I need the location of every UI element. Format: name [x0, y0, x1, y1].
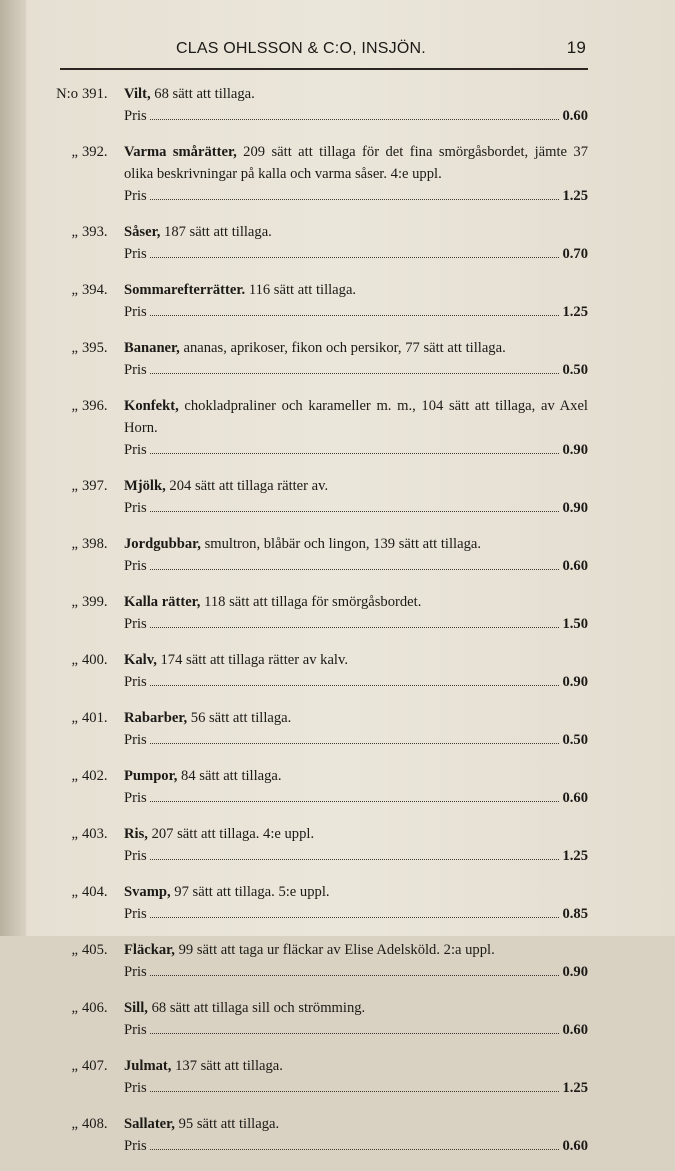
entry-description: 116 sätt att tillaga.: [248, 282, 357, 298]
entry-price-line: [124, 903, 588, 925]
entry-price: 0.50: [562, 362, 588, 378]
entry-description: 118 sätt att tillaga för smörgåsbordet.: [204, 594, 422, 610]
entry-price-label: Pris: [124, 674, 147, 690]
entry-price-label: Pris: [124, 790, 147, 806]
entry-body: [124, 395, 588, 461]
entry-description: 137 sätt att tillaga.: [175, 1058, 283, 1074]
entry-number: 406.: [82, 1000, 108, 1016]
entry-price-line: [124, 555, 588, 577]
entry-price-label: Pris: [124, 362, 147, 378]
entry-prefix: „: [71, 710, 78, 726]
entry-price-line: [124, 961, 588, 983]
entry-price-line: [124, 185, 588, 207]
entry-prefix: „: [71, 1116, 78, 1132]
entry-price-line: [124, 787, 588, 809]
entry-prefix: „: [71, 1058, 78, 1074]
entry-number: 399.: [82, 594, 108, 610]
entry-price: 0.70: [562, 246, 588, 262]
entry-description: 84 sätt att tillaga.: [181, 768, 282, 784]
entry-number: 405.: [82, 942, 108, 958]
dotted-leader: [150, 1033, 560, 1034]
entry-price-line: [124, 1019, 588, 1041]
entry-price-line: [124, 729, 588, 751]
entry-price-line: [124, 301, 588, 323]
entry-price-line: [124, 105, 588, 127]
entry-description: 68 sätt att tillaga.: [154, 86, 255, 102]
dotted-leader: [150, 801, 560, 802]
list-item: [48, 997, 588, 1041]
entry-price-line: [124, 497, 588, 519]
entry-prefix: „: [71, 224, 78, 240]
entry-number: 395.: [82, 340, 108, 356]
dotted-leader: [150, 743, 560, 744]
entry-title: Kalla rätter,: [124, 594, 201, 610]
entry-number: 396.: [82, 398, 108, 414]
list-item: [48, 591, 588, 635]
entry-description: 99 sätt att taga ur fläckar av Elise Adelsköld. 2:a uppl.: [178, 942, 495, 958]
dotted-leader: [150, 627, 560, 628]
entry-body: [124, 707, 588, 751]
entry-number: 408.: [82, 1116, 108, 1132]
entry-prefix: „: [71, 340, 78, 356]
entry-list: [48, 83, 588, 1171]
entry-price-label: Pris: [124, 442, 147, 458]
entry-price: 0.90: [562, 674, 588, 690]
dotted-leader: [150, 1149, 560, 1150]
entry-price-label: Pris: [124, 616, 147, 632]
dotted-leader: [150, 453, 560, 454]
entry-price: 1.25: [562, 304, 588, 320]
entry-number: 394.: [82, 282, 108, 298]
entry-body: [124, 823, 588, 867]
entry-prefix: „: [71, 768, 78, 784]
entry-number: 407.: [82, 1058, 108, 1074]
entry-price-label: Pris: [124, 246, 147, 262]
entry-prefix: „: [71, 1000, 78, 1016]
entry-title: Ris,: [124, 826, 148, 842]
entry-price-line: [124, 671, 588, 693]
entry-body: [124, 533, 588, 577]
dotted-leader: [150, 315, 560, 316]
entry-price-line: [124, 613, 588, 635]
list-item: [48, 1113, 588, 1157]
entry-price-label: Pris: [124, 188, 147, 204]
entry-body: [124, 649, 588, 693]
entry-price-label: Pris: [124, 964, 147, 980]
entry-price-label: Pris: [124, 1022, 147, 1038]
entry-title: Jordgubbar,: [124, 536, 201, 552]
entry-number: 404.: [82, 884, 108, 900]
header-title: CLAS OHLSSON & C:O, INSJÖN.: [176, 40, 426, 57]
dotted-leader: [150, 199, 560, 200]
entry-body: [124, 939, 588, 983]
entry-price: 1.25: [562, 188, 588, 204]
entry-body: [124, 591, 588, 635]
entry-title: Kalv,: [124, 652, 157, 668]
entry-price-label: Pris: [124, 558, 147, 574]
list-item: [48, 83, 588, 127]
entry-price: 1.25: [562, 1080, 588, 1096]
dotted-leader: [150, 1091, 560, 1092]
list-item: [48, 765, 588, 809]
entry-body: [124, 221, 588, 265]
entry-body: [124, 1113, 588, 1157]
dotted-leader: [150, 257, 560, 258]
entry-prefix: „: [71, 536, 78, 552]
entry-number: 401.: [82, 710, 108, 726]
entry-price-line: [124, 243, 588, 265]
entry-description: ananas, aprikoser, fikon och persikor, 77 sätt att tillaga.: [183, 340, 506, 356]
list-item: [48, 939, 588, 983]
list-item: [48, 141, 588, 207]
dotted-leader: [150, 373, 560, 374]
entry-price: 0.60: [562, 790, 588, 806]
entry-title: Julmat,: [124, 1058, 172, 1074]
dotted-leader: [150, 859, 560, 860]
entry-title: Vilt,: [124, 86, 151, 102]
entry-prefix: „: [71, 144, 78, 160]
entry-description: 204 sätt att tillaga rätter av.: [169, 478, 329, 494]
entry-price: 1.50: [562, 616, 588, 632]
list-item: [48, 279, 588, 323]
page-binding-edge: [0, 0, 26, 936]
entry-prefix: „: [71, 594, 78, 610]
entry-price-label: Pris: [124, 108, 147, 124]
entry-price: 0.90: [562, 500, 588, 516]
entry-title: Konfekt,: [124, 398, 179, 414]
entry-title: Sallater,: [124, 1116, 175, 1132]
entry-price: 0.90: [562, 442, 588, 458]
entry-price-label: Pris: [124, 906, 147, 922]
list-item: [48, 649, 588, 693]
entry-prefix: „: [71, 282, 78, 298]
entry-price-line: [124, 1077, 588, 1099]
entry-title: Sommarefterrätter.: [124, 282, 246, 298]
entry-price: 0.90: [562, 964, 588, 980]
entry-number: 403.: [82, 826, 108, 842]
entry-price: 0.60: [562, 1022, 588, 1038]
entry-body: [124, 881, 588, 925]
entry-title: Bananer,: [124, 340, 180, 356]
entry-price-label: Pris: [124, 1080, 147, 1096]
dotted-leader: [150, 569, 560, 570]
entry-description: 97 sätt att tillaga. 5:e uppl.: [174, 884, 330, 900]
entry-title: Varma smårätter,: [124, 144, 237, 160]
entry-description: smultron, blåbär och lingon, 139 sätt att tillaga.: [204, 536, 481, 552]
entry-body: [124, 83, 588, 127]
entry-body: [124, 1055, 588, 1099]
entry-body: [124, 141, 588, 207]
entry-title: Fläckar,: [124, 942, 175, 958]
entry-prefix: „: [71, 652, 78, 668]
entry-prefix: „: [71, 942, 78, 958]
entry-title: Mjölk,: [124, 478, 166, 494]
page-number: 19: [566, 38, 586, 57]
entry-number: 398.: [82, 536, 108, 552]
entry-title: Sill,: [124, 1000, 148, 1016]
list-item: [48, 395, 588, 461]
entry-description: 68 sätt att tillaga sill och strömming.: [151, 1000, 366, 1016]
entry-title: Pumpor,: [124, 768, 178, 784]
dotted-leader: [150, 917, 560, 918]
entry-price: 0.60: [562, 558, 588, 574]
entry-prefix: „: [71, 398, 78, 414]
entry-price-label: Pris: [124, 1138, 147, 1154]
entry-body: [124, 337, 588, 381]
list-item: [48, 823, 588, 867]
list-item: [48, 221, 588, 265]
entry-price-label: Pris: [124, 848, 147, 864]
entry-number: 392.: [82, 144, 108, 160]
entry-number: 391.: [82, 86, 108, 102]
list-item: [48, 1055, 588, 1099]
entry-price: 0.60: [562, 108, 588, 124]
entry-description: 207 sätt att tillaga. 4:e uppl.: [151, 826, 315, 842]
list-item: [48, 533, 588, 577]
entry-body: [124, 279, 588, 323]
dotted-leader: [150, 119, 560, 120]
entry-description: 56 sätt att tillaga.: [190, 710, 292, 726]
entry-description: 174 sätt att tillaga rätter av kalv.: [160, 652, 348, 668]
entry-title: Såser,: [124, 224, 161, 240]
list-item: [48, 707, 588, 751]
entry-number: 397.: [82, 478, 108, 494]
entry-price-line: [124, 845, 588, 867]
entry-price-line: [124, 1135, 588, 1157]
entry-price-line: [124, 359, 588, 381]
entry-body: [124, 475, 588, 519]
list-item: [48, 881, 588, 925]
entry-number: 402.: [82, 768, 108, 784]
dotted-leader: [150, 975, 560, 976]
entry-prefix: N:o: [56, 86, 78, 102]
entry-number: 393.: [82, 224, 108, 240]
list-item: [48, 337, 588, 381]
entry-prefix: „: [71, 478, 78, 494]
entry-price: 1.25: [562, 848, 588, 864]
entry-description: 187 sätt att tillaga.: [164, 224, 272, 240]
list-item: [48, 475, 588, 519]
entry-number: 400.: [82, 652, 108, 668]
entry-body: [124, 997, 588, 1041]
entry-prefix: „: [71, 826, 78, 842]
entry-description: 209 sätt att tillaga för det fina smörgåsbordet, jämte 37 olika beskrivningar på kalla och varma såser. 4:e uppl.: [124, 144, 589, 182]
entry-price-label: Pris: [124, 304, 147, 320]
dotted-leader: [150, 685, 560, 686]
entry-prefix: „: [71, 884, 78, 900]
entry-description: 95 sätt att tillaga.: [178, 1116, 280, 1132]
entry-price: 0.60: [562, 1138, 588, 1154]
entry-title: Svamp,: [124, 884, 171, 900]
entry-price-label: Pris: [124, 732, 147, 748]
entry-price-line: [124, 439, 588, 461]
entry-description: chokladpraliner och karameller m. m., 104 sätt att tillaga, av Axel Horn.: [124, 398, 588, 436]
header-rule: [60, 68, 588, 70]
entry-price: 0.50: [562, 732, 588, 748]
page-header: [176, 38, 586, 58]
entry-body: [124, 765, 588, 809]
dotted-leader: [150, 511, 560, 512]
entry-price-label: Pris: [124, 500, 147, 516]
entry-price: 0.85: [562, 906, 588, 922]
entry-title: Rabarber,: [124, 710, 188, 726]
